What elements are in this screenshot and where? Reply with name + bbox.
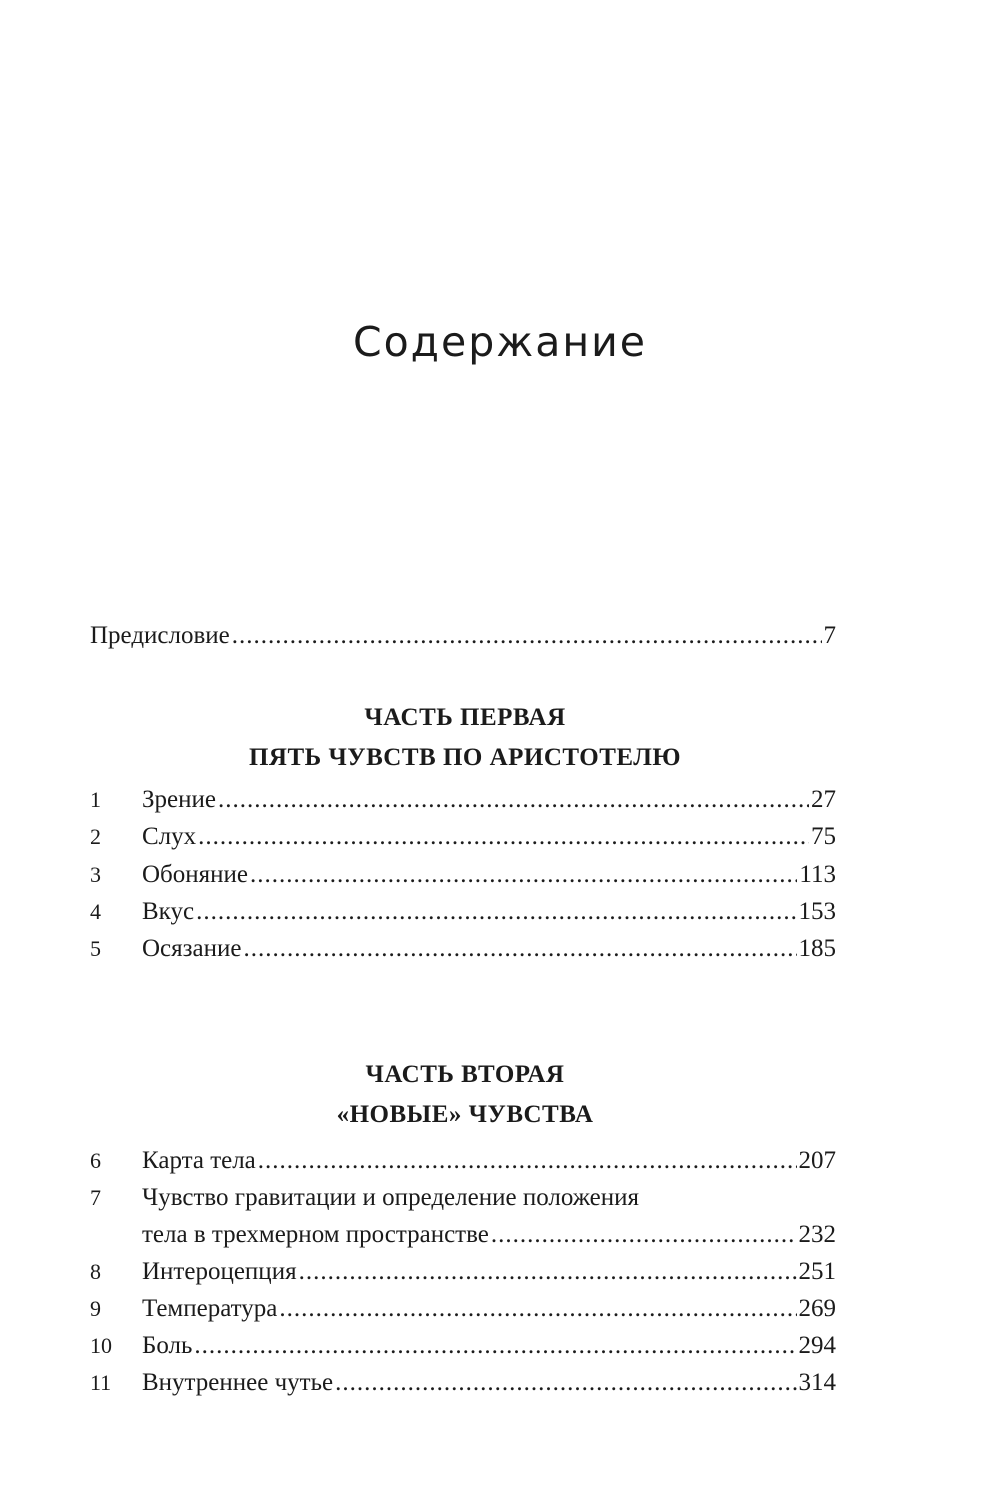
toc-entry-chapter-4[interactable] (90, 895, 836, 929)
chapter-number: 8 (90, 1259, 101, 1284)
toc-page-number: 7 (823, 622, 836, 649)
toc-page-number: 185 (798, 935, 836, 962)
toc-page-number: 314 (798, 1369, 836, 1396)
toc-entry-chapter-1[interactable] (90, 783, 836, 817)
toc-page-number: 75 (811, 823, 836, 850)
toc-entry-chapter-7-second-line (142, 1218, 836, 1252)
part-title: ПЯТЬ ЧУВСТВ ПО АРИСТОТЕЛЮ (248, 744, 682, 771)
chapter-number: 4 (90, 899, 101, 924)
toc-entry-chapter-9[interactable] (90, 1292, 836, 1326)
toc-leader (491, 1218, 797, 1252)
chapter-number: 5 (90, 936, 101, 961)
toc-label: Обоняние (142, 861, 249, 888)
chapter-number: 1 (90, 787, 101, 812)
toc-page-number: 113 (799, 861, 836, 888)
toc-leader (258, 1144, 797, 1178)
toc-leader (279, 1292, 796, 1326)
toc-label: Осязание (142, 935, 242, 962)
part-number: ЧАСТЬ ПЕРВАЯ (364, 704, 566, 731)
chapter-number: 11 (90, 1370, 112, 1395)
toc-leader (299, 1255, 797, 1289)
part-heading-1 (0, 698, 930, 778)
toc-entry-chapter-6[interactable] (90, 1144, 836, 1178)
toc-entry-chapter-2[interactable] (90, 820, 836, 854)
toc-page-number: 153 (798, 898, 836, 925)
toc-page-number: 294 (798, 1332, 836, 1359)
toc-label: Предисловие (90, 622, 230, 649)
toc-leader (243, 932, 796, 966)
toc-label: Температура (142, 1295, 278, 1322)
toc-entry-preface[interactable] (90, 619, 836, 653)
chapter-number: 7 (90, 1185, 101, 1210)
page-title: Содержание (352, 318, 648, 366)
toc-label: Зрение (142, 786, 216, 813)
chapter-number: 6 (90, 1148, 101, 1173)
toc-label: Слух (142, 823, 197, 850)
toc-page-number: 27 (811, 786, 836, 813)
toc-leader (250, 858, 797, 892)
toc-entry-chapter-8[interactable] (90, 1255, 836, 1289)
toc-page-number: 269 (798, 1295, 836, 1322)
toc-label-continuation: тела в трехмерном пространстве (142, 1221, 489, 1248)
toc-label: Карта тела (142, 1147, 256, 1174)
toc-leader (196, 895, 796, 929)
toc-label: Интероцепция (142, 1258, 297, 1285)
toc-page-number: 251 (798, 1258, 836, 1285)
toc-entry-chapter-10[interactable] (90, 1329, 836, 1363)
part-title: «НОВЫЕ» ЧУВСТВА (336, 1101, 594, 1128)
toc-entry-chapter-5[interactable] (90, 932, 836, 966)
toc-entry-chapter-11[interactable] (90, 1366, 836, 1400)
toc-leader (218, 783, 809, 817)
chapter-number: 2 (90, 824, 101, 849)
toc-page-number: 232 (798, 1221, 836, 1248)
toc-page-number: 207 (798, 1147, 836, 1174)
chapter-number: 10 (90, 1333, 112, 1358)
chapter-number: 3 (90, 862, 101, 887)
chapter-number: 9 (90, 1296, 101, 1321)
part-heading-2 (0, 1055, 930, 1135)
toc-label: Вкус (142, 898, 195, 925)
toc-leader (232, 619, 822, 653)
toc-leader (194, 1329, 796, 1363)
toc-label: Внутреннее чутье (142, 1369, 334, 1396)
toc-label: Чувство гравитации и определение положения (142, 1184, 640, 1211)
toc-entry-chapter-3[interactable] (90, 858, 836, 892)
part-number: ЧАСТЬ ВТОРАЯ (365, 1061, 565, 1088)
toc-label: Боль (142, 1332, 193, 1359)
toc-leader (335, 1366, 796, 1400)
toc-leader (198, 820, 809, 854)
